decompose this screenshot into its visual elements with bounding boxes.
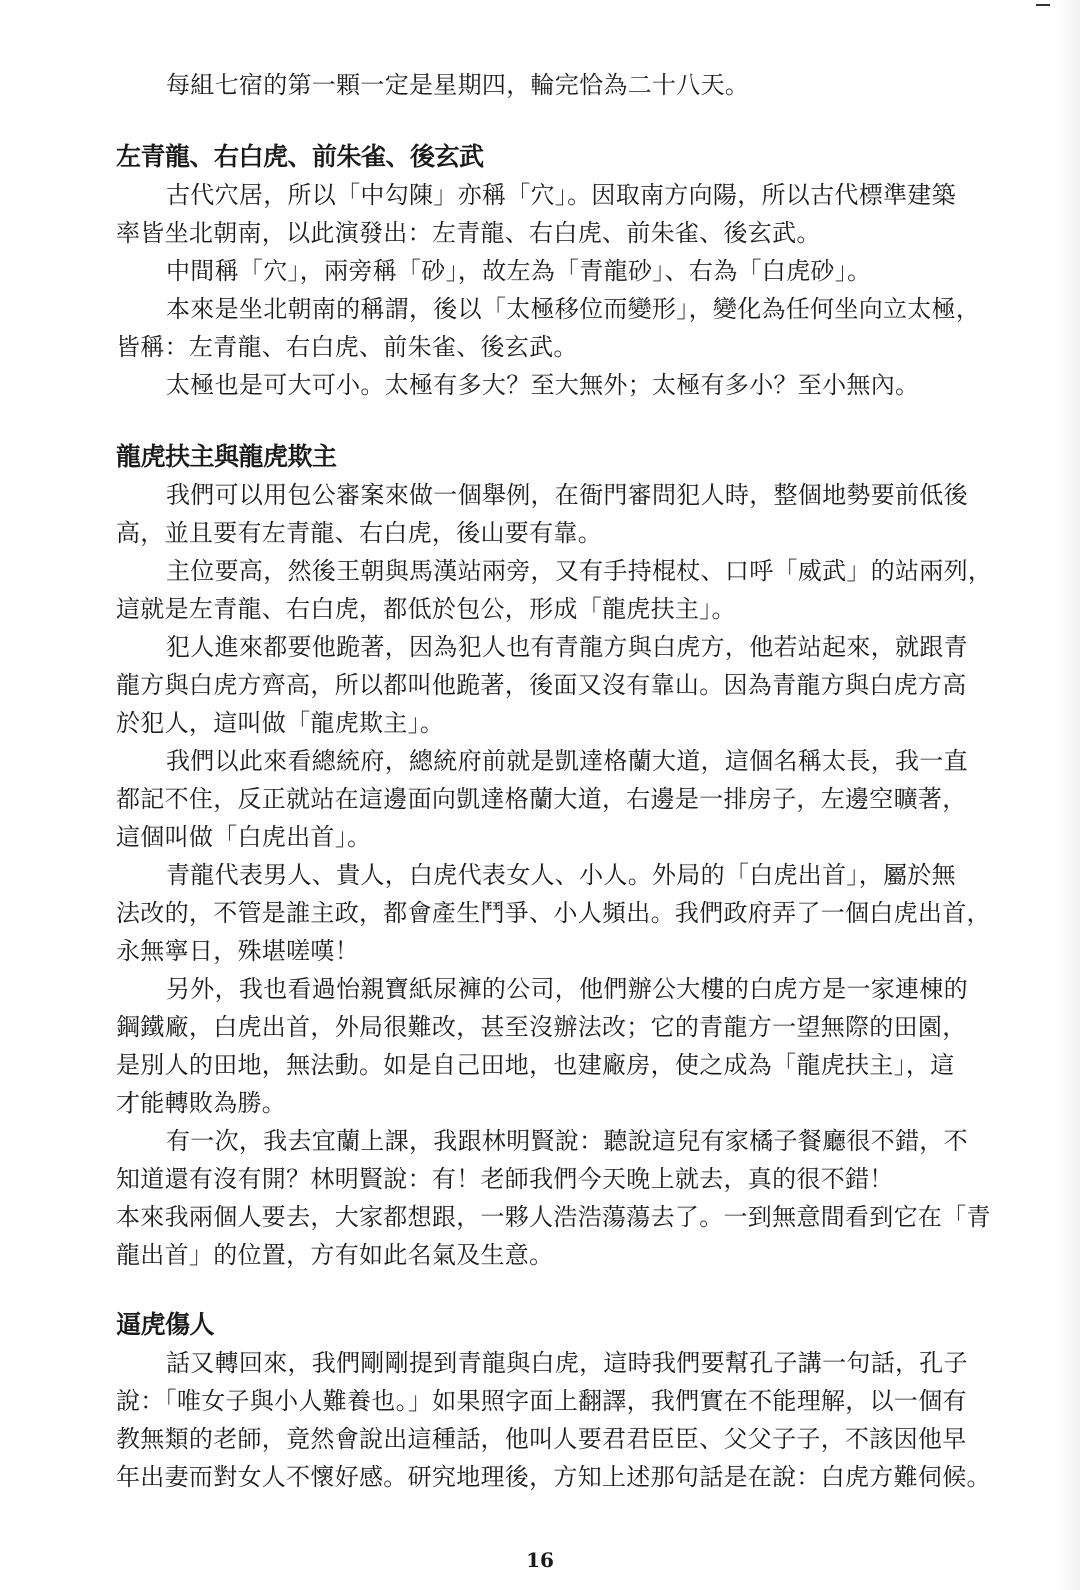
paragraph-line: 犯人進來都要他跪著，因為犯人也有青龍方與白虎方，他若站起來，就跟青 — [166, 633, 968, 661]
paragraph-line: 於犯人，這叫做「龍虎欺主」。 — [116, 709, 445, 737]
paragraph-line: 知道還有沒有開？林明賢說：有！老師我們今天晚上就去，真的很不錯！ — [116, 1165, 894, 1193]
section-heading: 逼虎傷人 — [116, 1310, 215, 1339]
paragraph-line: 本來我兩個人要去，大家都想跟，一夥人浩浩蕩蕩去了。一到無意間看到它在「青 — [116, 1203, 991, 1231]
paragraph-line: 龍方與白虎方齊高，所以都叫他跪著，後面又沒有靠山。因為青龍方與白虎方高 — [116, 671, 967, 699]
paragraph-line: 本來是坐北朝南的稱謂，後以「太極移位而變形」，變化為任何坐向立太極， — [166, 295, 981, 323]
section-heading: 龍虎扶主與龍虎欺主 — [116, 442, 337, 471]
page-number: 16 — [526, 1548, 554, 1572]
paragraph-line: 才能轉敗為勝。 — [116, 1089, 287, 1117]
paragraph-line: 有一次，我去宜蘭上課，我跟林明賢說：聽說這兒有家橘子餐廳很不錯，不 — [166, 1127, 968, 1155]
paragraph-line: 皆稱：左青龍、右白虎、前朱雀、後玄武。 — [116, 333, 578, 361]
paragraph-line: 這個叫做「白虎出首」。 — [116, 823, 372, 851]
paragraph-line: 年出妻而對女人不懷好感。研究地理後，方知上述那句話是在說：白虎方難伺候。 — [116, 1463, 991, 1491]
page-content — [116, 66, 993, 1496]
paragraph-line: 鋼鐵廠，白虎出首，外局很難改，甚至沒辦法改；它的青龍方一望無際的田園， — [116, 1013, 967, 1041]
scan-edge — [1056, 0, 1080, 1590]
paragraph-line: 主位要高，然後王朝與馬漢站兩旁，又有手持棍杖、口呼「威武」的站兩列， — [166, 557, 993, 585]
paragraph-line: 教無類的老師，竟然會說出這種話，他叫人要君君臣臣、父父子子，不該因他早 — [116, 1425, 967, 1453]
section-heading: 左青龍、右白虎、前朱雀、後玄武 — [116, 142, 484, 171]
paragraph-line: 說：「唯女子與小人難養也。」如果照字面上翻譯，我們實在不能理解，以一個有 — [116, 1387, 967, 1415]
paragraph-line: 法改的，不管是誰主政，都會產生鬥爭、小人頻出。我們政府弄了一個白虎出首， — [116, 899, 991, 927]
paragraph-line: 我們可以用包公審案來做一個舉例，在衙門審問犯人時，整個地勢要前低後 — [166, 481, 968, 509]
paragraph-line: 青龍代表男人、貴人，白虎代表女人、小人。外局的「白虎出首」，屬於無 — [166, 861, 956, 889]
paragraph-line: 永無寧日，殊堪嗟嘆！ — [116, 937, 359, 965]
paragraph-line: 龍出首」的位置，方有如此名氣及生意。 — [116, 1241, 554, 1269]
intro-line: 每組七宿的第一顆一定是星期四，輪完恰為二十八天。 — [166, 71, 750, 99]
paragraph-line: 中間稱「穴」，兩旁稱「砂」，故左為「青龍砂」、右為「白虎砂」。 — [166, 257, 872, 285]
paragraph-line: 太極也是可大可小。太極有多大？至大無外；太極有多小？至小無內。 — [166, 371, 920, 399]
paragraph-line: 古代穴居，所以「中勾陳」亦稱「穴」。因取南方向陽，所以古代標準建築 — [166, 181, 956, 209]
paragraph-line: 我們以此來看總統府，總統府前就是凱達格蘭大道，這個名稱太長，我一直 — [166, 747, 968, 775]
paragraph-line: 率皆坐北朝南，以此演發出：左青龍、右白虎、前朱雀、後玄武。 — [116, 219, 821, 247]
paragraph-line: 都記不住，反正就站在這邊面向凱達格蘭大道，右邊是一排房子，左邊空曠著， — [116, 785, 967, 813]
paragraph-line: 高，並且要有左青龍、右白虎，後山要有靠。 — [116, 519, 602, 547]
paragraph-line: 這就是左青龍、右白虎，都低於包公，形成「龍虎扶主」。 — [116, 595, 736, 623]
paragraph-line: 另外，我也看過怡親寶紙尿褲的公司，他們辦公大樓的白虎方是一家連棟的 — [166, 975, 968, 1003]
paragraph-line: 話又轉回來，我們剛剛提到青龍與白虎，這時我們要幫孔子講一句話，孔子 — [166, 1349, 968, 1377]
paragraph-line: 是別人的田地，無法動。如是自己田地，也建廠房，使之成為「龍虎扶主」，這 — [116, 1051, 955, 1079]
corner-mark — [1036, 4, 1050, 6]
